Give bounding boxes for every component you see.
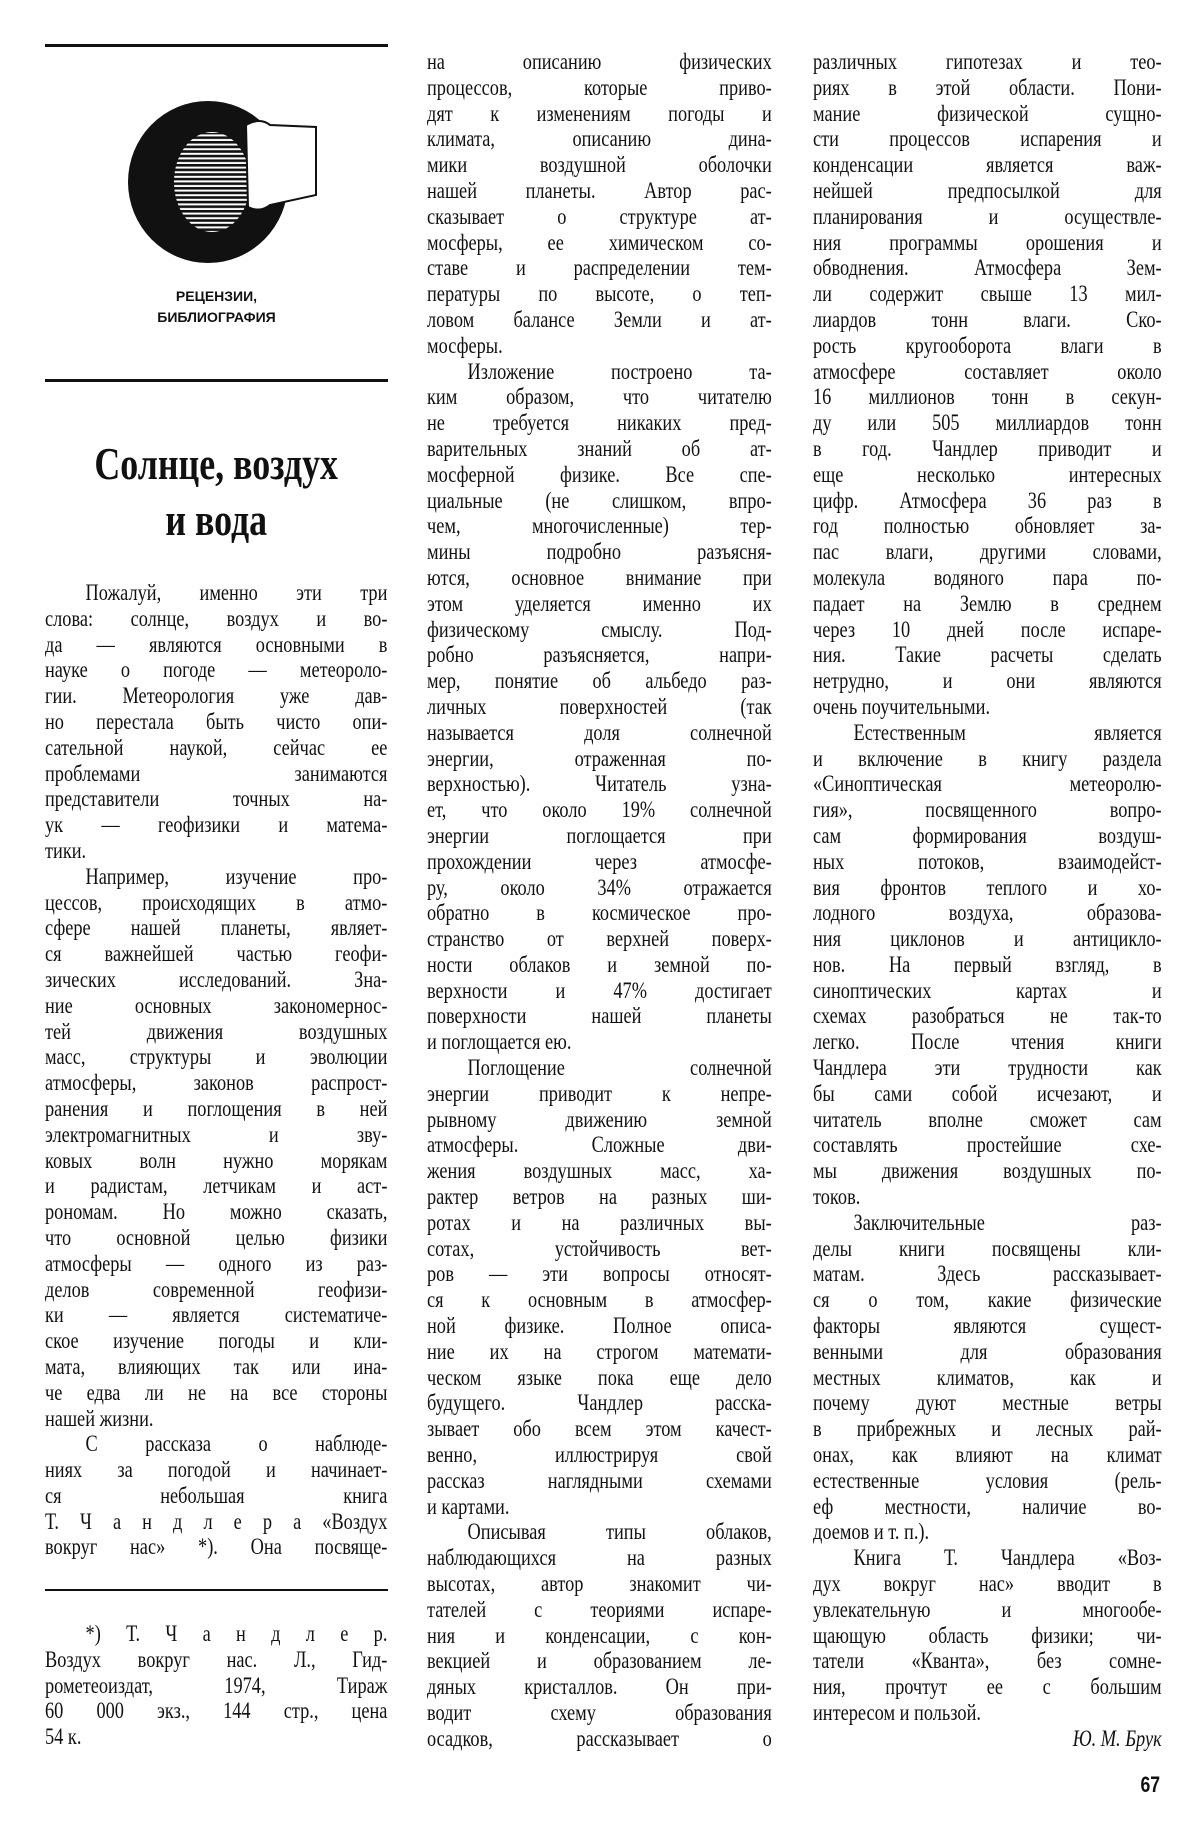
footnote [45, 1622, 387, 1751]
text-line: и картами. [427, 1493, 510, 1520]
text-line: делы книги посвящены кли- [813, 1235, 1162, 1262]
text-line: вия фронтов теплого и хо- [813, 874, 1162, 901]
text-line: ловом балансе Земли и ат- [427, 306, 772, 333]
text-line: тики. [45, 837, 87, 864]
text-line: в год. Чандлер приводит и [813, 435, 1162, 462]
text-line: тей движения воздушных [45, 1018, 388, 1045]
text-line: климата, описанию дина- [427, 126, 772, 153]
text-line: масс, структуры и эволюции [45, 1044, 388, 1071]
text-line: мосферной физике. Все спе- [427, 461, 772, 488]
text-line: дух вокруг нас» вводит в [813, 1571, 1162, 1598]
text-line: Естественным является [853, 719, 1162, 746]
text-line: представители точных на- [45, 786, 388, 813]
text-line: мер, понятие об альбедо раз- [427, 668, 772, 695]
text-line: Описывая типы облаков, [467, 1519, 772, 1546]
text-line: делов современной геофизи- [45, 1276, 388, 1303]
text-line: осадков, рассказывает о [427, 1725, 772, 1752]
text-line: ду или 505 миллиардов тонн [813, 410, 1162, 437]
section-label [45, 286, 388, 328]
text-line: ли содержит свыше 13 мил- [813, 281, 1162, 308]
text-line: 16 миллионов тонн в секун- [813, 384, 1162, 411]
text-line: пературы по высоте, о теп- [427, 281, 772, 308]
text-line: атмосфере составляет около [813, 358, 1162, 385]
text-line: лиардов тонн влаги. Ско- [813, 306, 1162, 333]
text-line: ет, что около 19% солнечной [427, 797, 772, 824]
text-line: ковых волн нужно морякам [45, 1147, 388, 1174]
text-line: Заключительные раз- [853, 1209, 1162, 1236]
text-line: нетрудно, и они являются [813, 668, 1162, 695]
text-line: робно разъясняется, напри- [427, 642, 772, 669]
text-line: еф местности, наличие во- [813, 1493, 1162, 1520]
text-line: сти процессов испарения и [813, 126, 1162, 153]
text-line: слова: солнце, воздух и во- [45, 605, 388, 632]
text-line: интересом и пользой. [813, 1700, 981, 1726]
text-line: сательной наукой, сейчас ее [45, 734, 388, 761]
text-line: зывает обо всем этом качест- [427, 1416, 772, 1443]
text-line: увлекательную и многообе- [813, 1596, 1162, 1623]
text-line: ческом языке пока еще дело [427, 1364, 772, 1391]
text-line: мины подробно разъясня- [427, 539, 772, 566]
text-line: почему дуют местные ветры [813, 1390, 1162, 1417]
text-line: нов. На первый взгляд, в [813, 951, 1162, 978]
text-line: гия», посвященного вопро- [813, 797, 1162, 824]
text-line: энергии приводит к непре- [427, 1080, 772, 1107]
text-line: планирования и осуществле- [813, 203, 1162, 230]
text-line: ранения и поглощения в ней [45, 1095, 388, 1122]
text-line: дят к изменениям погоды и [427, 100, 772, 127]
text-line: татели «Кванта», без сомне- [813, 1648, 1162, 1675]
text-line: рость кругооборота влаги в [813, 332, 1162, 359]
text-line: лодного воздуха, образова- [813, 900, 1162, 927]
text-line: читатель вполне сможет сам [813, 1106, 1162, 1133]
text-line: синоптических картах и [813, 977, 1162, 1004]
text-line: тателей с теориями испаре- [427, 1596, 772, 1623]
text-line: венно, иллюстрируя свой [427, 1442, 772, 1469]
text-line: ных потоков, взаимодейст- [813, 848, 1162, 875]
text-line: да — являются основными в [45, 631, 388, 658]
text-line: пас влаги, другими словами, [813, 539, 1162, 566]
text-line: различных гипотезах и тео- [813, 49, 1162, 75]
text-line: зических исследований. Зна- [45, 966, 388, 993]
text-line: энергии, отраженная по- [427, 745, 772, 772]
footnote-rule [45, 1589, 388, 1591]
text-line: ся важнейшей частью геофи- [45, 941, 388, 968]
text-line: мосферы, ее химическом со- [427, 229, 772, 256]
text-line: ки — является систематиче- [45, 1302, 388, 1329]
text-line: сам формирования воздуш- [813, 822, 1162, 849]
text-line: ния, прочтут ее с большим [813, 1674, 1162, 1701]
text-line: этом уделяется именно их [427, 590, 772, 617]
text-line: ся небольшая книга [45, 1482, 388, 1509]
text-line: ности облаков и земной по- [427, 951, 772, 978]
text-line: ния и конденсации, с кон- [427, 1622, 772, 1649]
text-line: нашей жизни. [45, 1405, 154, 1432]
text-line: цифр. Атмосфера 36 раз в [813, 487, 1162, 514]
text-line: физическому смыслу. Под- [427, 616, 772, 643]
text-line: ротах и на различных вы- [427, 1209, 772, 1236]
text-line: сотах, устойчивость вет- [427, 1235, 772, 1262]
text-line: ров — эти вопросы относят- [427, 1261, 772, 1288]
text-line: местных климатов, как и [813, 1364, 1162, 1391]
text-line: высотах, автор знакомит чи- [427, 1571, 772, 1598]
text-line: варительных знаний об ат- [427, 435, 772, 462]
text-line: ким образом, что читателю [427, 384, 772, 411]
text-line: Изложение построено та- [467, 358, 772, 385]
text-line: 60 000 экз., 144 стр., цена [45, 1698, 388, 1725]
text-line: естественные условия (рель- [813, 1467, 1162, 1494]
text-line: и радистам, летчикам и аст- [45, 1173, 388, 1200]
text-line: науке о погоде — метеороло- [45, 657, 388, 684]
text-line: бы сами собой исчезают, и [813, 1080, 1162, 1107]
text-line: рономам. Но можно сказать, [45, 1199, 388, 1226]
text-line: конденсации является важ- [813, 152, 1162, 179]
text-line: жения воздушных масс, ха- [427, 1158, 772, 1185]
text-line: венными для образования [813, 1338, 1162, 1365]
text-line: Т. Ч а н д л е р а «Воздух [45, 1508, 388, 1535]
text-line: Воздух вокруг нас. Л., Гид- [45, 1646, 388, 1673]
text-line: ук — геофизики и матема- [45, 812, 388, 839]
text-line: не требуется никаких пред- [427, 410, 772, 437]
text-line: доемов и т. п.). [813, 1519, 930, 1546]
text-line: будущего. Чандлер расска- [427, 1390, 772, 1417]
column-2 [427, 50, 772, 1753]
text-line: вокруг нас» *). Она посвяще- [45, 1534, 388, 1561]
page-number: 67 [1140, 1772, 1161, 1797]
text-line: онах, как влияют на климат [813, 1442, 1162, 1469]
text-line: ское изучение погоды и кли- [45, 1328, 388, 1355]
text-line: нейшей предпосылкой для [813, 177, 1162, 204]
text-line: поверхности нашей планеты [427, 1003, 772, 1030]
text-line: Поглощение солнечной [467, 1055, 772, 1082]
text-line: верхностью). Читатель узна- [427, 771, 772, 798]
text-line: ниях за погодой и начинает- [45, 1457, 388, 1484]
text-line: через 10 дней после испаре- [813, 616, 1162, 643]
text-line: ния циклонов и антицикло- [813, 926, 1162, 953]
text-line: очень поучительными. [813, 693, 991, 720]
text-line: Книга Т. Чандлера «Воз- [853, 1545, 1162, 1572]
text-line: матам. Здесь рассказывает- [813, 1261, 1162, 1288]
text-line: личных поверхностей (так [427, 693, 772, 720]
text-line: наблюдающихся на разных [427, 1545, 772, 1572]
section-rule [45, 379, 388, 382]
reviews-section-logo-icon [120, 95, 320, 275]
text-line: рассказ наглядными схемами [427, 1467, 772, 1494]
text-line: «Синоптическая метеоролю- [813, 771, 1162, 798]
text-line: процессов, которые приво- [427, 74, 772, 101]
text-line: что основной целью физики [45, 1224, 388, 1251]
text-line: атмосферы, законов распрост- [45, 1070, 388, 1097]
text-line: сфере нашей планеты, являет- [45, 915, 388, 942]
text-line: верхности и 47% достигает [427, 977, 772, 1004]
text-line: но перестала быть чисто опи- [45, 708, 388, 735]
text-line: 54 к. [45, 1724, 82, 1751]
section-label-line2: БИБЛИОГРАФИЯ [157, 309, 276, 325]
text-line: в прибрежных и лесных рай- [813, 1416, 1162, 1443]
text-line: ния программы орошения и [813, 229, 1162, 256]
author-signature: Ю. М. Брук [1072, 1725, 1162, 1752]
column-3 [813, 50, 1162, 1753]
text-line: *) Т. Ч а н д л е р. [85, 1621, 388, 1647]
text-line: ются, основное внимание при [427, 564, 772, 591]
text-line: С рассказа о наблюде- [85, 1431, 388, 1458]
section-label-line1: РЕЦЕНЗИИ, [175, 288, 258, 304]
text-line: Пожалуй, именно эти три [85, 580, 388, 606]
text-line: циальные (не слишком, впро- [427, 487, 772, 514]
text-line: странство от верхней поверх- [427, 926, 772, 953]
text-line: мосферы. [427, 332, 503, 359]
text-line: ние основных закономернос- [45, 992, 388, 1019]
text-line: электромагнитных и зву- [45, 1121, 388, 1148]
text-line: ру, около 34% отражается [427, 874, 772, 901]
text-line: еще несколько интересных [813, 461, 1162, 488]
text-line: ной физике. Полное описа- [427, 1313, 772, 1340]
text-line: легко. После чтения книги [813, 1029, 1162, 1056]
text-line: гии. Метеорология уже дав- [45, 683, 388, 710]
text-line: обратно в космическое про- [427, 900, 772, 927]
text-line: чем, многочисленные) тер- [427, 513, 772, 540]
text-line: на описанию физических [427, 49, 772, 75]
text-line: цессов, происходящих в атмо- [45, 889, 388, 916]
text-line: атмосферы — одного из раз- [45, 1250, 388, 1277]
text-line: мики воздушной оболочки [427, 152, 772, 179]
text-line: ставе и распределении тем- [427, 255, 772, 282]
text-line: мата, влияющих так или ина- [45, 1353, 388, 1380]
top-rule [45, 44, 388, 47]
title-line2: и вода [165, 494, 268, 545]
text-line: ся к основным в атмосфер- [427, 1287, 772, 1314]
text-line: мание физической сущно- [813, 100, 1162, 127]
text-line: год полностью обновляет за- [813, 513, 1162, 540]
text-line: молекула водяного пара по- [813, 564, 1162, 591]
text-line: мы движения воздушных по- [813, 1158, 1162, 1185]
text-line: рометеоиздат, 1974, Тираж [45, 1672, 388, 1699]
text-line: схемах разобраться не так-то [813, 1003, 1162, 1030]
text-line: токов. [813, 1184, 861, 1211]
text-line: че едва ли не на все стороны [45, 1379, 388, 1406]
text-line: и поглощается ею. [427, 1029, 572, 1056]
text-line: и включение в книгу раздела [813, 745, 1162, 772]
text-line: векцией и образованием ле- [427, 1648, 772, 1675]
text-line: атмосферы. Сложные дви- [427, 1132, 772, 1159]
column-1 [45, 581, 387, 1561]
text-line: ния. Такие расчеты сделать [813, 642, 1162, 669]
title-line1: Солнце, воздух [94, 438, 339, 489]
text-line: щающую область физики; чи- [813, 1622, 1162, 1649]
text-line: сказывает о структуре ат- [427, 203, 772, 230]
text-line: падает на Землю в среднем [813, 590, 1162, 617]
text-line: обводнения. Атмосфера Зем- [813, 255, 1162, 282]
text-line: дяных кристаллов. Он при- [427, 1674, 772, 1701]
text-line: ние их на строгом математи- [427, 1338, 772, 1365]
text-line: рывному движению земной [427, 1106, 772, 1133]
text-line: водит схему образования [427, 1700, 772, 1726]
text-line: факторы являются сущест- [813, 1313, 1162, 1340]
text-line: риях в этой области. Пони- [813, 74, 1162, 101]
text-line: проблемами занимаются [45, 760, 388, 787]
text-line: Чандлера эти трудности как [813, 1055, 1162, 1082]
text-line: ся о том, какие физические [813, 1287, 1162, 1314]
text-line: энергии поглощается при [427, 822, 772, 849]
text-line: называется доля солнечной [427, 719, 772, 746]
text-line: Например, изучение про- [85, 863, 388, 890]
text-line: рактер ветров на разных ши- [427, 1184, 772, 1211]
text-line: нашей планеты. Автор рас- [427, 177, 772, 204]
article-title [45, 436, 388, 548]
text-line: составлять простейшие схе- [813, 1132, 1162, 1159]
text-line: прохождении через атмосфе- [427, 848, 772, 875]
